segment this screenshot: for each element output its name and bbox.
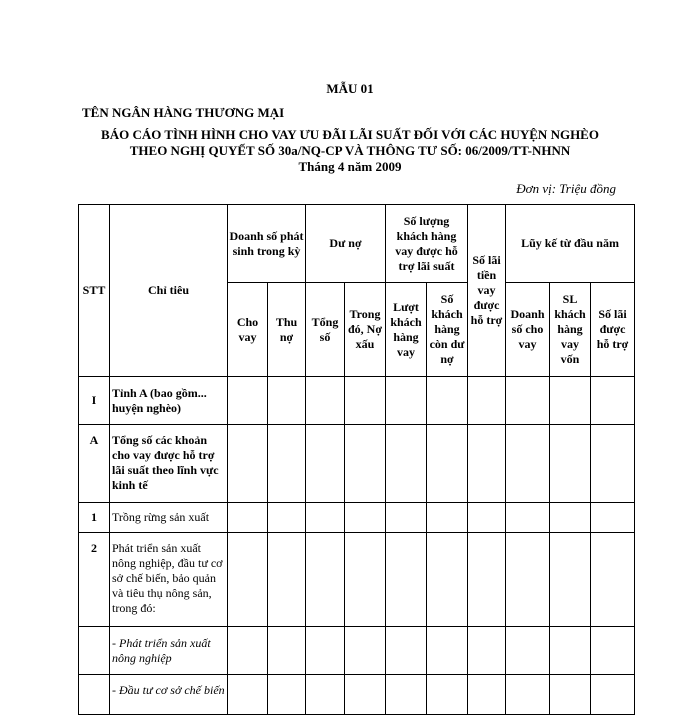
cell [268,627,306,675]
cell [268,503,306,533]
cell [591,425,635,503]
header-so-luong-kh: Số lượng khách hàng vay được hỗ trợ lãi suất [386,205,468,283]
cell [228,503,268,533]
cell [268,675,306,715]
table-row [79,627,635,675]
cell [306,627,345,675]
cell [345,425,386,503]
cell [468,377,506,425]
cell [386,377,427,425]
header-so-lai-tien: Số lãi tiền vay được hỗ trợ [468,205,506,377]
cell [427,675,468,715]
header-ds-cho-vay: Doanh số cho vay [506,283,550,377]
cell [386,675,427,715]
header-du-no: Dư nợ [306,205,386,283]
cell [345,377,386,425]
table-row [79,503,635,533]
form-code: MẪU 01 [326,81,374,96]
report-table [78,204,635,715]
row-label: - Đầu tư cơ sở chế biến [110,675,228,715]
cell [591,503,635,533]
cell [550,377,591,425]
cell [228,425,268,503]
header-no-xau: Trong đó, Nợ xấu [345,283,386,377]
header-thu-no: Thu nợ [268,283,306,377]
cell [386,425,427,503]
cell [468,533,506,627]
row-stt: 1 [79,503,110,533]
cell [306,503,345,533]
cell [468,627,506,675]
cell [506,377,550,425]
cell [345,627,386,675]
cell [591,377,635,425]
report-title-line-3: Tháng 4 năm 2009 [298,159,402,174]
cell [506,533,550,627]
cell [268,425,306,503]
cell [345,675,386,715]
report-title-line-1: BÁO CÁO TÌNH HÌNH CHO VAY ƯU ĐÃI LÃI SUẤT ĐỐI VỚI CÁC HUYỆN NGHÈO [101,127,599,142]
cell [228,627,268,675]
cell [306,533,345,627]
cell [228,377,268,425]
cell [386,503,427,533]
cell [591,675,635,715]
header-kh-con-du-no: Số khách hàng còn dư nợ [427,283,468,377]
cell [427,377,468,425]
header-luy-ke: Lũy kế từ đầu năm [506,205,635,283]
cell [550,425,591,503]
cell [345,533,386,627]
row-stt [79,627,110,675]
unit-label: Đơn vị: Triệu đồng [516,181,616,196]
row-label: Trồng rừng sản xuất [110,503,228,533]
table-row [79,533,635,627]
table-row [79,675,635,715]
header-sl-kh-vay-von: SL khách hàng vay vốn [550,283,591,377]
cell [427,533,468,627]
bank-name: TÊN NGÂN HÀNG THƯƠNG MẠI [82,105,285,120]
cell [550,675,591,715]
cell [550,503,591,533]
header-luot-kh: Lượt khách hàng vay [386,283,427,377]
cell [427,627,468,675]
row-label: Tỉnh A (bao gồm... huyện nghèo) [110,377,228,425]
table-row [79,425,635,503]
cell [468,503,506,533]
cell [550,533,591,627]
cell [306,377,345,425]
cell [306,425,345,503]
row-stt: I [79,377,110,425]
header-stt: STT [79,205,110,377]
cell [506,503,550,533]
row-stt: 2 [79,533,110,627]
header-cho-vay: Cho vay [228,283,268,377]
cell [550,627,591,675]
cell [427,425,468,503]
row-label: Phát triển sản xuất nông nghiệp, đầu tư cơ sở chế biến, bảo quản và tiêu thụ nông sản, trong đó: [110,533,228,627]
cell [228,675,268,715]
cell [345,503,386,533]
table-row [79,377,635,425]
cell [386,627,427,675]
cell [591,533,635,627]
cell [386,533,427,627]
header-row-1 [79,205,635,283]
header-so-lai-ho-tro: Số lãi được hỗ trợ [591,283,635,377]
cell [506,425,550,503]
cell [591,627,635,675]
row-label: Tổng số các khoản cho vay được hỗ trợ lãi suất theo lĩnh vực kinh tế [110,425,228,503]
row-stt [79,675,110,715]
header-doanh-so: Doanh số phát sinh trong kỳ [228,205,306,283]
cell [228,533,268,627]
row-stt: A [79,425,110,503]
row-label: - Phát triển sản xuất nông nghiệp [110,627,228,675]
header-chi-tieu: Chỉ tiêu [110,205,228,377]
cell [427,503,468,533]
cell [306,675,345,715]
cell [268,533,306,627]
cell [468,675,506,715]
cell [268,377,306,425]
cell [468,425,506,503]
header-tong-so: Tổng số [306,283,345,377]
report-title-line-2: THEO NGHỊ QUYẾT SỐ 30a/NQ-CP VÀ THÔNG TƯ SỐ: 06/2009/TT-NHNN [129,143,571,158]
cell [506,627,550,675]
cell [506,675,550,715]
